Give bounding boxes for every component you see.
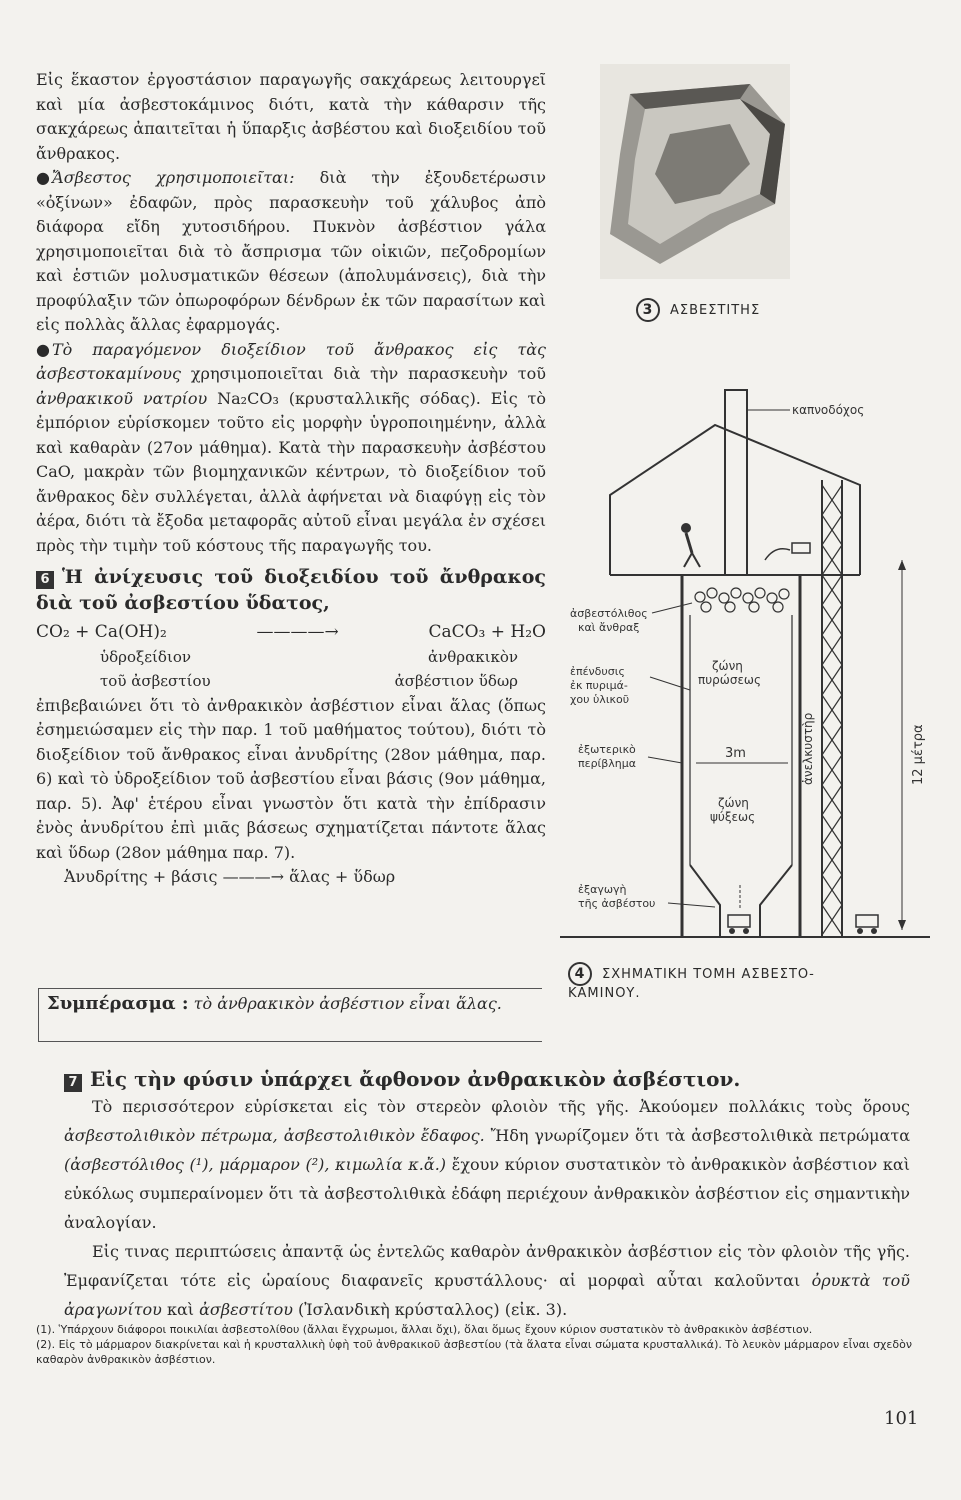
footnotes — [36, 1322, 912, 1367]
label-outer-2: περίβλημα — [578, 757, 637, 770]
calcite-photo — [600, 64, 790, 279]
equation-1-labels-2: τοῦ ἀσβεστίου ἀσβέστιον ὕδωρ — [100, 672, 518, 690]
paragraph-lime-uses — [36, 166, 546, 338]
lime-kiln-diagram — [560, 385, 940, 965]
footnote-2: (2). Εἰς τὸ μάρμαρον διακρίνεται καὶ ἡ κρυσταλλικὴ ὑφὴ τοῦ ἀνθρακικοῦ ἀσβεστίου (τὰ ἅλατα εἶναι σώματα κρυσταλλικά). Τὸ λευκὸν μάρμαρον εἶναι σχεδὸν καθαρὸν ἀνθρακικὸν ἀσβέστιον. — [36, 1338, 912, 1366]
section-7-paragraph-1: Τὸ περισσότερον εὑρίσκεται εἰς τὸν στερεὸν φλοιὸν τῆς γῆς. Ἀκούομεν πολλάκις τοὺς ὅρους ἀσβεστολιθικὸν πέτρωμα, ἀσβεστολιθικὸν ἔδαφος. Ἤδη γνωρίζομεν ὅτι τὰ ἀσβεστολιθικὰ πετρώματα (ἀσβεστόλιθος (¹), μάρμαρον (²), κιμωλία κ.ἄ.) ἔχουν κύριον συστατικὸν τὸ ἀνθρακικὸν ἀσβέστιον καὶ εὐκόλως συμπεραίνομεν ὅτι τὰ ἀσβεστολιθικὰ ἐδάφη περιέχουν ἀνθρακικὸν ἀσβέστιον εἰς σημαντικὴν ἀναλογίαν. — [64, 1097, 911, 1232]
label-outlet-1: ἐξαγωγὴ — [578, 883, 627, 896]
label-lining-1: ἐπένδυσις — [570, 665, 625, 678]
label-stone-1: ἀσβεστόλιθος — [570, 607, 648, 620]
section-6-heading: 6 Ἡ ἀνίχευσις τοῦ διοξειδίου τοῦ ἄνθρακος διὰ τοῦ ἀσβεστίου ὕδατος, — [36, 566, 546, 614]
label-outlet-2: τῆς ἀσβέστου — [578, 897, 656, 910]
label-lining-2: ἐκ πυριμά- — [570, 679, 628, 692]
figure-3-caption: 3 ΑΣΒΕΣΤΙΤΗΣ — [636, 298, 760, 322]
paragraph-co2: ● Τὸ παραγόμενον διοξείδιον τοῦ ἄνθρακος εἰς τὰς ἀσβεστοκαμίνους χρησιμοποιεῖται διὰ τὴν παρασκευὴν τοῦ ἀνθρακικοῦ νατρίου Na₂CO₃ (κρυσταλλικῆς σόδας). Εἰς τὸ ἐμπόριον εὑρίσκομεν τοῦτο εἰς μορφὴν ὑγροποιημένην, ἀλλὰ καὶ καθαρὰν (27ον μάθημα). Κατὰ τὴν παρασκευὴν ἀσβέστου CaO, μακρὰν τῶν βιομηχανικῶν κέντρων, τὸ διοξείδιον τοῦ ἄνθρακος δὲν συλλέγεται, ἀλλὰ ἀφήνεται νὰ διαφύγῃ εἰς τὸν ἀέρα, διότι τὰ ἔξοδα μεταφορᾶς αὐτοῦ εἶναι μεγάλα ἐν σχέσει πρὸς τὴν τιμὴν τοῦ κόστους τῆς παραγωγῆς του. — [36, 339, 546, 555]
conclusion-box: Συμπέρασμα : τὸ ἀνθρακικὸν ἀσβέστιον εἶναι ἅλας. — [38, 988, 542, 1042]
bullet-icon: ● — [36, 339, 50, 359]
figure-4-caption: 4 ΣΧΗΜΑΤΙΚΗ ΤΟΜΗ ΑΣΒΕΣΤΟ- ΚΑΜΙΝΟΥ. — [568, 962, 815, 1002]
equation-1: CO₂ + Ca(OH)₂ ————→ CaCO₃ + H₂O — [36, 622, 546, 642]
section-7 — [64, 1060, 910, 1324]
page-number: 101 — [884, 1408, 919, 1429]
label-lining-3: χου ὑλικοῦ — [570, 693, 630, 706]
section-number-badge: 6 — [36, 571, 54, 589]
label-chimney: καπνοδόχος — [792, 403, 865, 417]
equation-2: Ἀνυδρίτης + βάσις ———→ ἅλας + ὕδωρ — [64, 867, 396, 886]
label-fire-zone-1: ζώνη — [712, 659, 743, 673]
paragraph-sugar: Εἰς ἕκαστον ἐργοστάσιον παραγωγῆς σακχάρεως λειτουργεῖ καὶ μία ἀσβεστοκάμινος διότι, κατὰ τὴν κάθαρσιν τῆς σακχάρεως ἀπαιτεῖται ἡ ὕπαρξις ἀσβέστου καὶ διοξειδίου τοῦ ἄνθρακος. — [36, 70, 546, 163]
label-cool-zone-2: ψύξεως — [710, 810, 756, 824]
label-cool-zone-1: ζώνη — [718, 796, 749, 810]
lime-uses-text: διὰ τὴν ἐξουδετέρωσιν «ὀξίνων» ἐδαφῶν, πρὸς παρασκευὴν τοῦ χάλυβος ἀπὸ διάφορα εἴδη χυτοσιδήρου. Πυκνὸν ἀσβέστιον γάλα χρησιμοποιεῖται διὰ τὸ ἄσπρισμα τῶν οἰκιῶν, πεζοδρομίων καὶ ἑστιῶν μολυσματικῶν θέσεων (ἀπολυμάνσεις), διὰ τὴν προφύλαξιν τῶν ὀπωροφόρων δένδρων ἐκ τῶν παρασίτων καὶ εἰς πολλὰς ἄλλας ἐφαρμογάς. — [36, 168, 546, 334]
bullet-icon: ● — [36, 168, 50, 187]
paragraph-salt: ἐπιβεβαιώνει ὅτι τὸ ἀνθρακικὸν ἀσβέστιον εἶναι ἅλας (ὅπως ἐσημειώσαμεν εἰς τὴν παρ. 1 τοῦ μαθήματος τούτου), διότι τὸ διοξείδιον τοῦ ἄνθρακος εἶναι ἀνυδρίτης (28ον μάθημα, παρ. 6) καὶ τὸ ὑδροξείδιον τοῦ ἀσβεστίου εἶναι βάσις (9ον μάθημα, παρ. 5). Ἀφ' ἑτέρου εἶναι γνωστὸν ὅτι κατὰ τὴν ἐπίδρασιν ἑνὸς ἀνυδρίτου ἐπὶ μιᾶς βάσεως σχηματίζεται πάντοτε ἅλας καὶ ὕδωρ (28ον μάθημα παρ. 7). — [36, 695, 546, 862]
section-7-heading: 7 Εἰς τὴν φύσιν ὑπάρχει ἄφθονον ἀνθρακικὸν ἀσβέστιον. — [64, 1066, 910, 1092]
left-column — [36, 68, 546, 890]
section-7-paragraph-2: Εἰς τινας περιπτώσεις ἀπαντᾷ ὡς ἐντελῶς καθαρὸν ἀνθρακικὸν ἀσβέστιον εἰς τὸν φλοιὸν τῆς γῆς. Ἐμφανίζεται τότε εἰς ὡραίους διαφανεῖς κρυστάλλους· αἱ μορφαὶ αὗται καλοῦνται ὀρυκτὰ τοῦ ἀραγωνίτου καὶ ἀσβεστίτου (Ἰσλανδικὴ κρύσταλλος) (εἰκ. 3). — [64, 1242, 910, 1319]
footnote-1: (1). Ὑπάρχουν διάφοροι ποικιλίαι ἀσβεστολίθου (ἄλλαι ἔγχρωμοι, ἄλλαι ὄχι), ὅλαι ὅμως ἔχουν κύριον συστατικὸν τὸ ἀνθρακικὸν ἀσβέστιον. — [36, 1323, 813, 1336]
figure-number-badge: 3 — [636, 298, 660, 322]
lime-uses-lead: Ἄσβεστος χρησιμοποιεῖται: — [52, 168, 295, 187]
equation-1-labels: ὑδροξείδιον ἀνθρακικὸν — [100, 647, 518, 666]
label-height: 12 μέτρα — [911, 724, 926, 785]
figure-number-badge: 4 — [568, 962, 592, 986]
label-width: 3m — [725, 746, 746, 761]
label-fire-zone-2: πυρώσεως — [698, 673, 762, 687]
label-stone-2: καὶ ἄνθραξ — [578, 621, 640, 634]
label-elevator: ἀνελκυστὴρ — [801, 712, 815, 785]
section-number-badge: 7 — [64, 1074, 82, 1092]
label-outer-1: ἐξωτερικὸ — [578, 743, 636, 756]
